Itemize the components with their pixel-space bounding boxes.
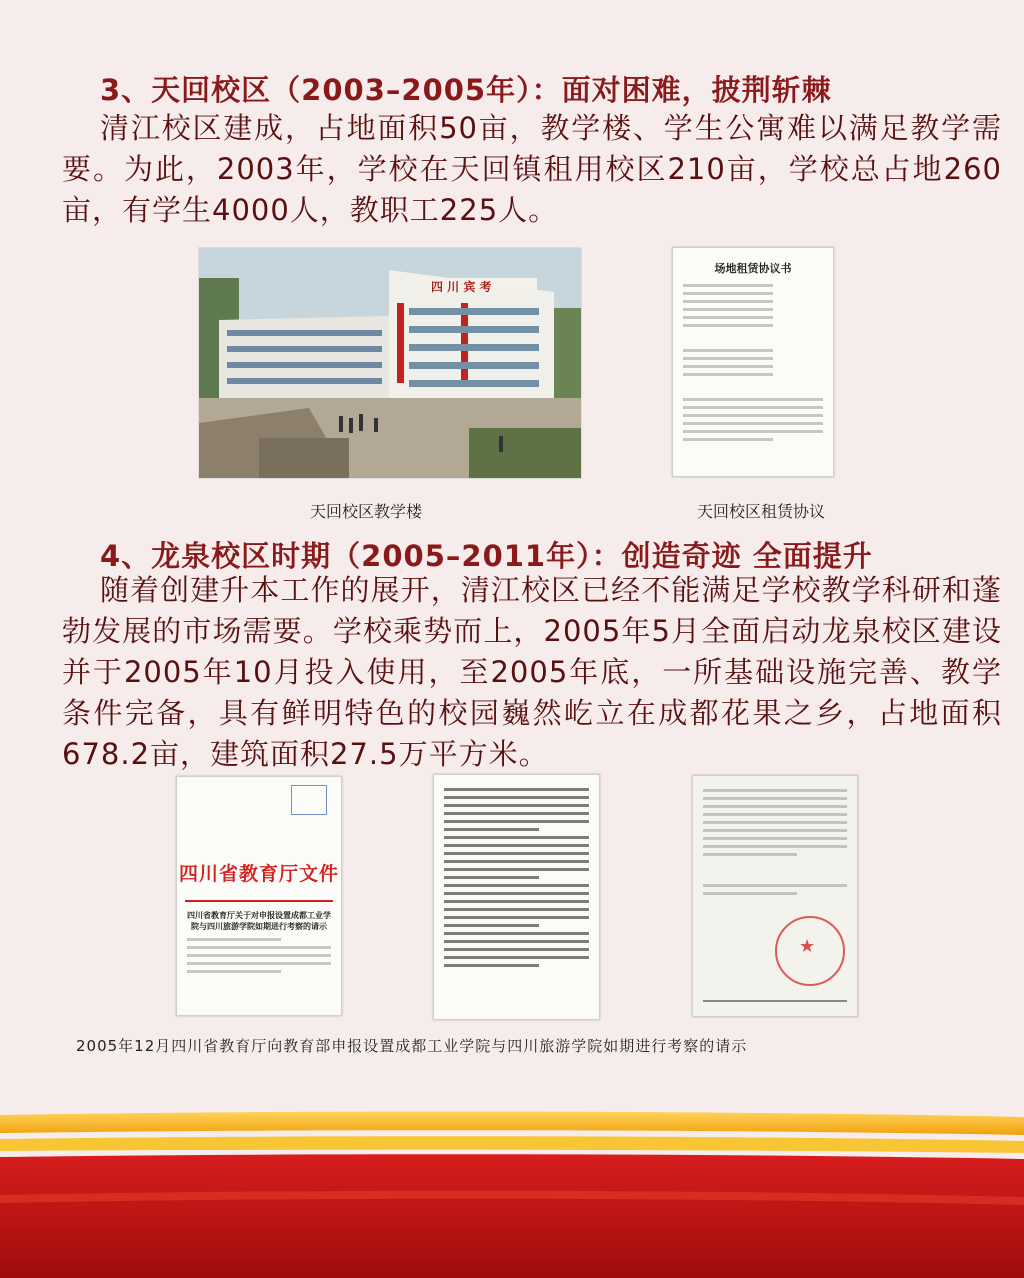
file-red-header: 四川省教育厅文件 <box>178 863 339 885</box>
documents-caption: 2005年12月四川省教育厅向教育部申报设置成都工业学院与四川旅游学院如期进行考察的请示 <box>76 1037 748 1055</box>
section3-title: 3、天回校区（2003–2005年）：面对困难，披荆斩棘 <box>100 73 832 107</box>
building-illustration <box>199 248 581 478</box>
section4-paragraph: 随着创建升本工作的展开，清江校区已经不能满足学校教学科研和蓬勃发展的市场需要。学校乘势而上，2005年5月全面启动龙泉校区建设并于2005年10月投入使用，至2005年底，一所基础设施完善、教学条件完备，具有鲜明特色的校园巍然屹立在成都花果之乡，占地面积678.2亩，建筑面积27.5万平方米。 <box>62 573 1002 771</box>
section3-body <box>62 108 1002 231</box>
lease-document-title: 场地租赁协议书 <box>714 262 792 275</box>
request-text-page-document <box>433 774 600 1020</box>
section3-paragraph: 清江校区建成，占地面积50亩，教学楼、学生公寓难以满足教学需要。为此，2003年，学校在天回镇租用校区210亩，学校总占地260亩，有学生4000人，教职工225人。 <box>62 111 1002 227</box>
official-seal-icon <box>775 916 845 986</box>
building-sign: 四 川 宾 考 <box>431 280 492 294</box>
tianhui-building-photo <box>198 247 582 479</box>
decorative-stripes <box>0 1105 1024 1278</box>
request-signature-page-document <box>692 775 858 1017</box>
section4-title: 4、龙泉校区时期（2005–2011年）：创造奇迹 全面提升 <box>100 539 873 573</box>
section4-body <box>62 570 1002 775</box>
lease-agreement-document <box>672 247 834 477</box>
file-stamp <box>291 785 327 815</box>
lease-caption: 天回校区租赁协议 <box>697 502 826 521</box>
file-subtitle: 四川省教育厅关于对申报设置成都工业学院与四川旅游学院如期进行考察的请示 <box>187 910 331 931</box>
building-caption: 天回校区教学楼 <box>310 502 423 521</box>
education-dept-file-document <box>176 776 342 1016</box>
